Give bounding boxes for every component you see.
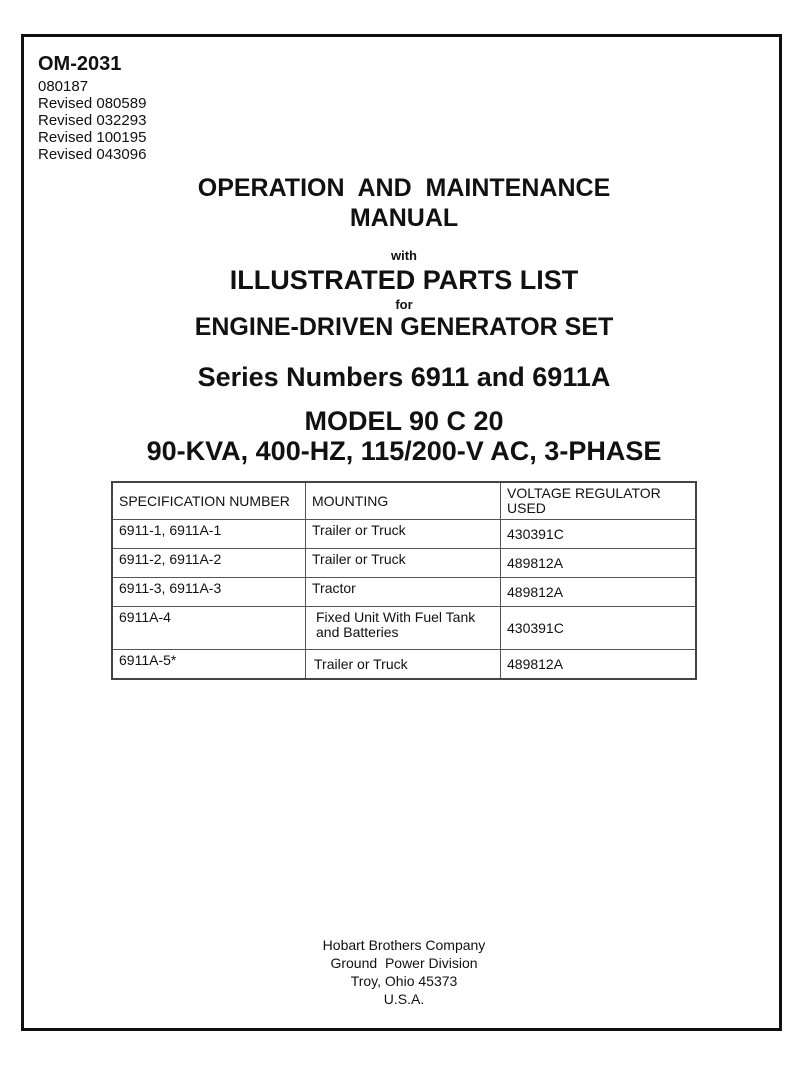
model-number: MODEL 90 C 20 — [304, 406, 504, 436]
company-city: Troy, Ohio 45373 — [350, 973, 458, 989]
company-name: Hobart Brothers Company — [322, 937, 486, 953]
mounting-cell: Fixed Unit With Fuel Tank and Batteries — [306, 607, 501, 650]
company-country: U.S.A. — [383, 991, 425, 1007]
mounting-cell: Tractor — [306, 578, 501, 607]
spec-number-cell: 6911-3, 6911A-3 — [112, 578, 306, 607]
column-header-specification: SPECIFICATION NUMBER — [112, 482, 306, 520]
document-id-block — [38, 52, 146, 163]
equipment-title: ENGINE-DRIVEN GENERATOR SET — [194, 313, 614, 341]
revision-line: Revised 080589 — [38, 95, 147, 112]
column-header-voltage-regulator: VOLTAGE REGULATOR USED — [501, 482, 697, 520]
for-connector: for — [395, 297, 413, 312]
mounting-cell: Trailer or Truck — [306, 520, 501, 549]
table-row — [112, 607, 696, 650]
column-header-mounting: MOUNTING — [306, 482, 501, 520]
table-header-row — [112, 482, 696, 520]
regulator-cell: 430391C — [501, 607, 697, 650]
specification-table — [111, 481, 697, 680]
spec-number-cell: 6911-2, 6911A-2 — [112, 549, 306, 578]
with-connector: with — [391, 248, 417, 263]
series-numbers: Series Numbers 6911 and 6911A — [197, 362, 611, 392]
company-division: Ground Power Division — [330, 955, 478, 971]
power-rating: 90-KVA, 400-HZ, 115/200-V AC, 3-PHASE — [146, 436, 662, 466]
mounting-cell: Trailer or Truck — [306, 549, 501, 578]
regulator-cell: 489812A — [501, 578, 697, 607]
regulator-cell: 430391C — [501, 520, 697, 549]
revision-line: Revised 100195 — [38, 129, 147, 146]
table-row — [112, 520, 696, 549]
regulator-cell: 489812A — [501, 549, 697, 578]
parts-list-title: ILLUSTRATED PARTS LIST — [229, 265, 579, 295]
table-row — [112, 650, 696, 680]
spec-number-cell: 6911-1, 6911A-1 — [112, 520, 306, 549]
publisher-address — [0, 936, 808, 1008]
table-row — [112, 578, 696, 607]
regulator-cell: 489812A — [501, 650, 697, 680]
manual-title — [0, 173, 808, 233]
revision-line: Revised 032293 — [38, 112, 147, 129]
table-row — [112, 549, 696, 578]
manual-title-line-1: OPERATION AND MAINTENANCE — [197, 174, 611, 202]
manual-title-line-2: MANUAL — [349, 204, 459, 232]
mounting-cell: Trailer or Truck — [306, 650, 501, 680]
revision-line: Revised 043096 — [38, 146, 147, 163]
revision-original: 080187 — [38, 78, 89, 95]
spec-number-cell: 6911A-4 — [112, 607, 306, 650]
document-number: OM-2031 — [38, 53, 122, 75]
spec-number-cell: 6911A-5* — [112, 650, 306, 680]
